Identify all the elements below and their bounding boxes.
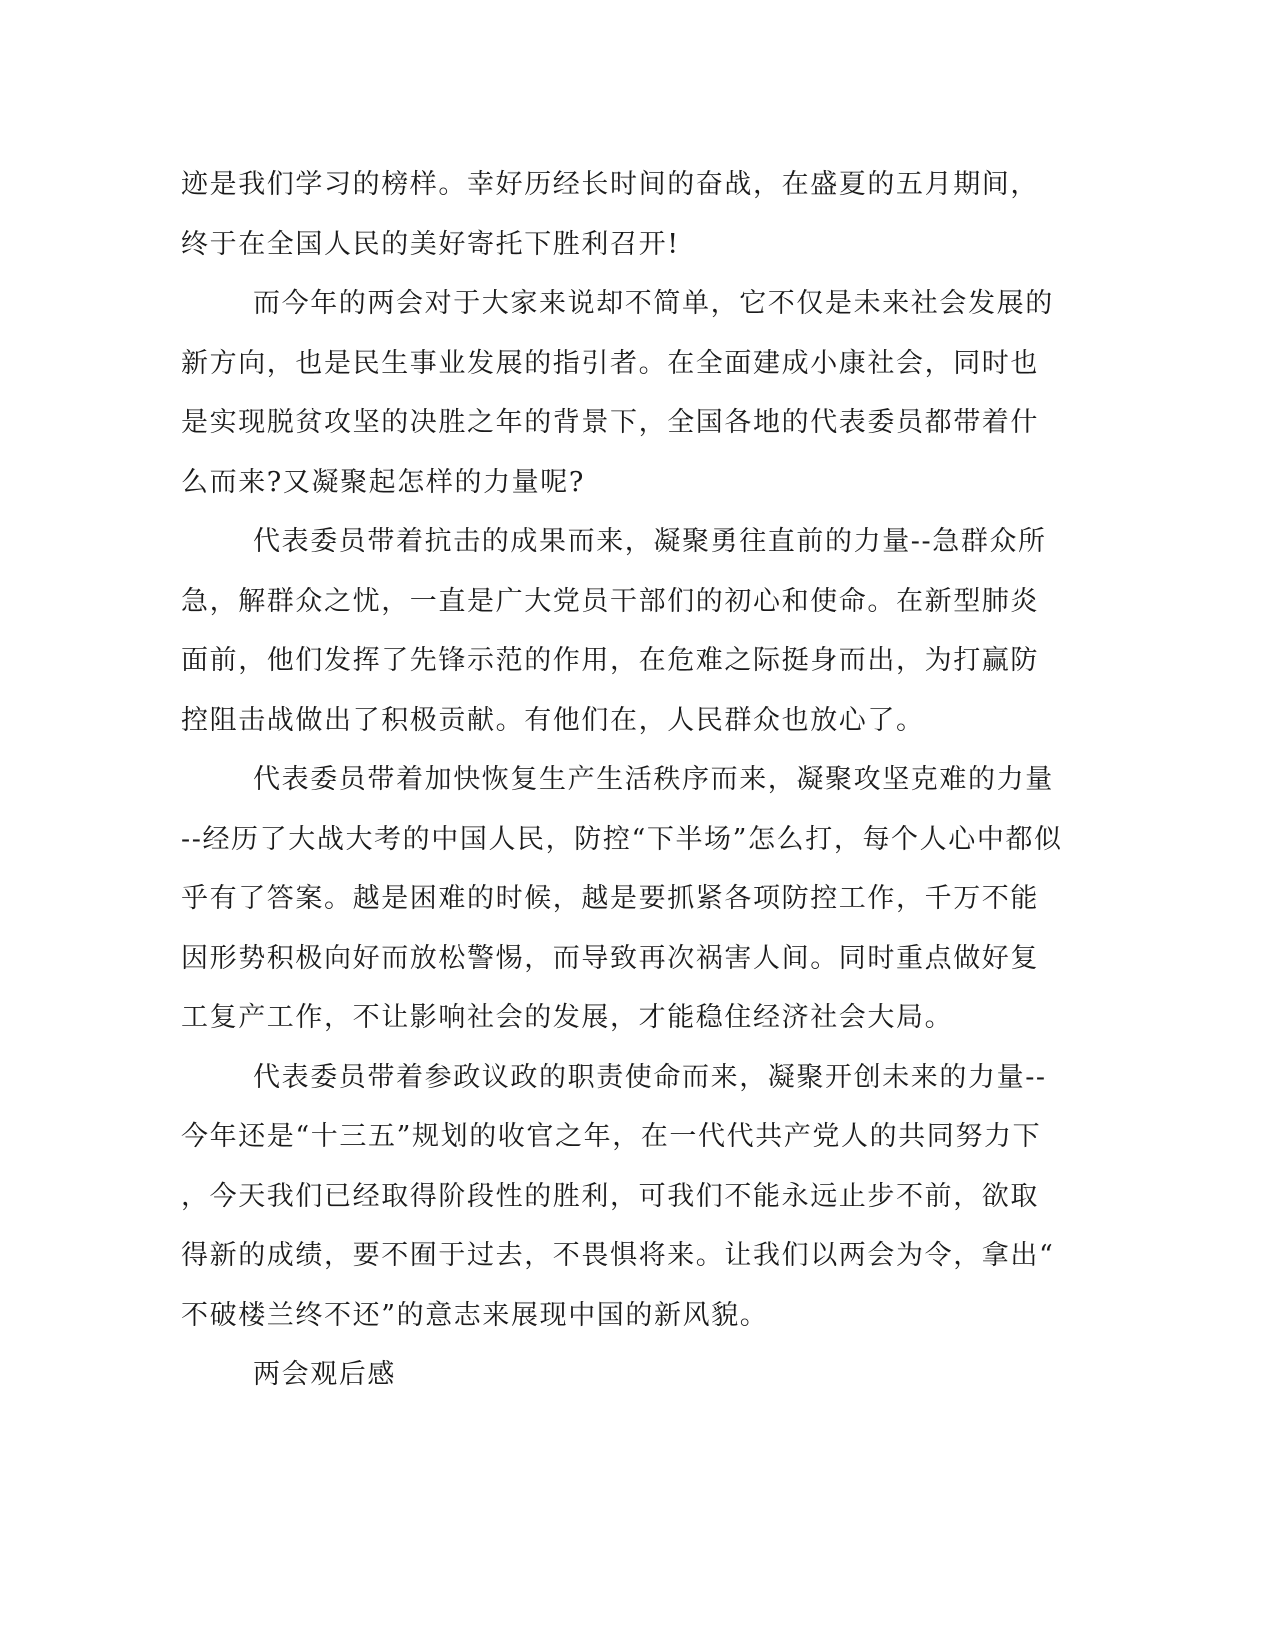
paragraph-start-line: 代表委员带着加快恢复生产生活秩序而来，凝聚攻坚克难的力量: [253, 764, 1054, 795]
text-line: ，今天我们已经取得阶段性的胜利，可我们不能永远止步不前，欲取: [181, 1180, 1039, 1212]
text-line: 急，解群众之忧，一直是广大党员干部们的初心和使命。在新型肺炎: [181, 585, 1039, 617]
text-line: 今年还是“十三五”规划的收官之年，在一代代共产党人的共同努力下: [181, 1121, 1042, 1152]
text-line: 么而来?又凝聚起怎样的力量呢?: [181, 466, 585, 498]
text-line: 工复产工作，不让影响社会的发展，才能稳住经济社会大局。: [181, 1002, 954, 1033]
paragraph-start-line: 代表委员带着抗击的成果而来，凝聚勇往直前的力量--急群众所: [253, 526, 1047, 557]
text-line: 新方向，也是民生事业发展的指引者。在全面建成小康社会，同时也: [181, 347, 1039, 379]
text-line: 得新的成绩，要不囿于过去，不畏惧将来。让我们以两会为令，拿出“: [181, 1240, 1055, 1271]
text-line: 迹是我们学习的榜样。幸好历经长时间的奋战，在盛夏的五月期间，: [181, 169, 1039, 200]
text-line: 面前，他们发挥了先锋示范的作用，在危难之际挺身而出，为打赢防: [181, 645, 1039, 676]
text-line: 不破楼兰终不还”的意志来展现中国的新风貌。: [181, 1299, 769, 1331]
paragraph-start-line: 而今年的两会对于大家来说却不简单，它不仅是未来社会发展的: [253, 288, 1054, 319]
text-line: 是实现脱贫攻坚的决胜之年的背景下，全国各地的代表委员都带着什: [181, 407, 1039, 438]
text-line: 因形势积极向好而放松警惕，而导致再次祸害人间。同时重点做好复: [181, 942, 1039, 974]
text-line: 乎有了答案。越是困难的时候，越是要抓紧各项防控工作，千万不能: [181, 883, 1039, 914]
text-line: 控阻击战做出了积极贡献。有他们在，人民群众也放心了。: [181, 704, 925, 736]
section-heading: 两会观后感: [253, 1359, 396, 1390]
text-line: --经历了大战大考的中国人民，防控“下半场”怎么打，每个人心中都似: [181, 823, 1063, 855]
text-line: 终于在全国人民的美好寄托下胜利召开!: [181, 228, 680, 260]
document-body: [181, 155, 1063, 1405]
paragraph-start-line: 代表委员带着参政议政的职责使命而来，凝聚开创未来的力量--: [253, 1061, 1047, 1093]
